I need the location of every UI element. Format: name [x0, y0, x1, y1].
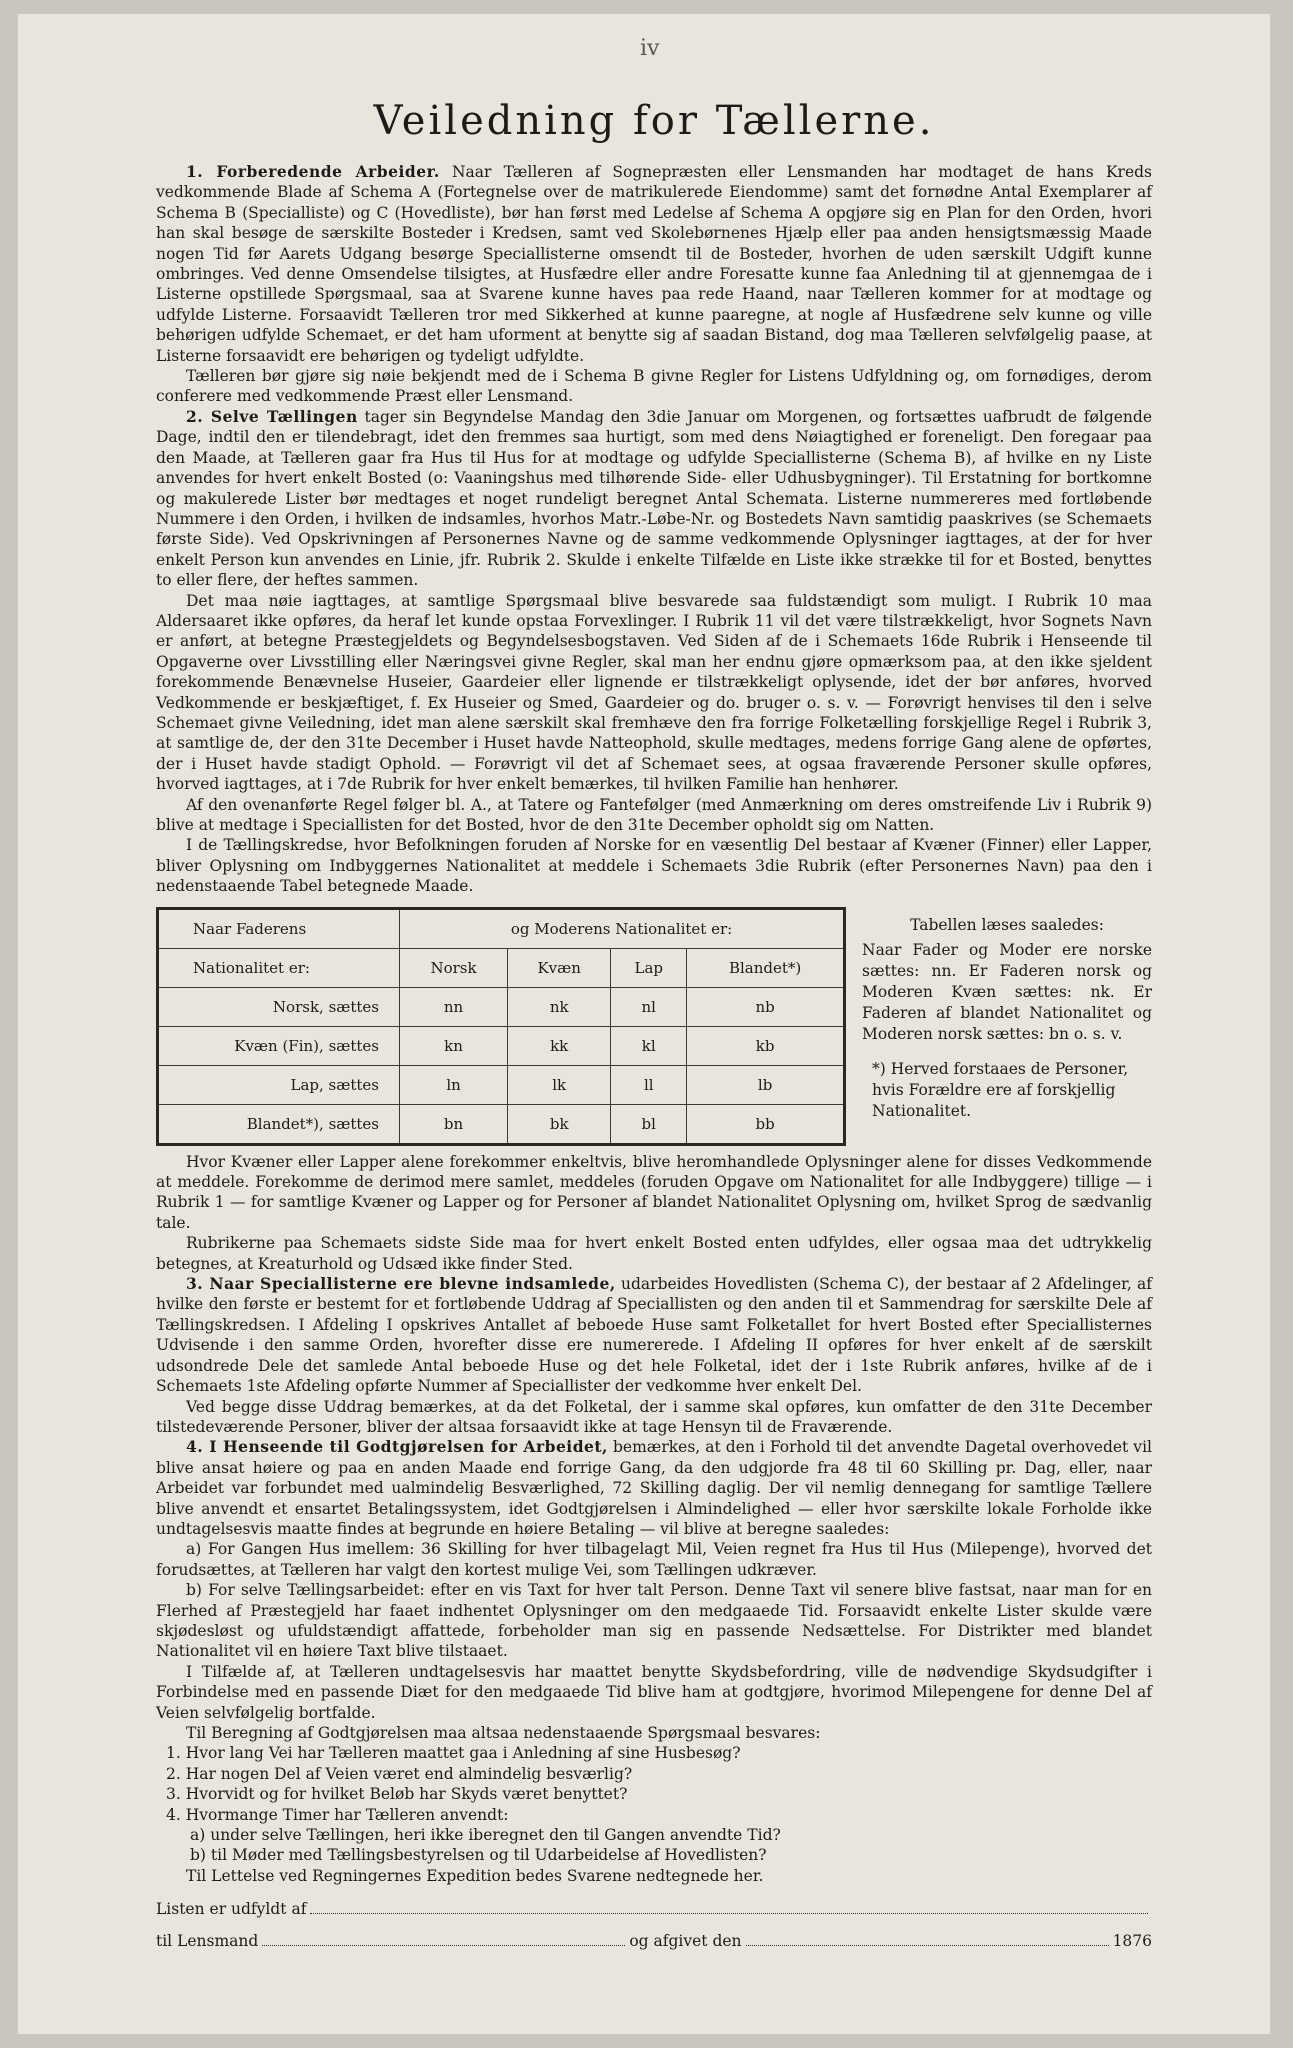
question-item: 1. Hvor lang Vei har Tælleren maattet gaa i Anledning af sine Husbesøg?: [166, 1744, 741, 1763]
section-3-paragraph-2: Ved begge disse Uddrag bemærkes, at da det Folketal, der i samme skal opføres, kun omfatter de den 31te December tilstedeværende Personer, bliver der altsaa forsaavidt ikke at tage Hensyn til de Fraværende.: [156, 1397, 1152, 1436]
section-4: [156, 1437, 1152, 1539]
section-3: [156, 1274, 1152, 1396]
table-cell: nb: [687, 987, 845, 1026]
question-item: 3. Hvorvidt og for hvilket Beløb har Skyds været benyttet?: [166, 1785, 628, 1804]
signature-line-1: [156, 1900, 1152, 1918]
table-cell: lb: [687, 1065, 845, 1104]
table-cell: bk: [508, 1104, 611, 1144]
section-3-text: udarbeides Hovedlisten (Schema C), der bestaar af 2 Afdelinger, af hvilke den første er bestemt for et fortløbende Uddrag af Speciallisten og den anden til et Sammendrag for særskilte Dele af Tællingskredsen. I Afdeling I opskrives Antallet af beboede Huse samt Folketallet for hvert Bosted efter Speciallisternes Udvisende i den samme Orden, hvorefter disse ere numererede. I Afdeling II opføres for hver enkelt af de særskilt udsondrede Dele det samlede Antal beboede Huse og det hele Folketal, idet der i 1ste Rubrik anføres, hvilke af de i Schemaets 1ste Afdeling opførte Nummer af Speciallister der vedkomme hver enkelt Del.: [156, 1275, 1152, 1396]
table-cell: nn: [400, 987, 508, 1026]
section-2-paragraph-2: Det maa nøie iagttages, at samtlige Spørgsmaal blive besvarede saa fuldstændigt som muligt. I Rubrik 10 maa Aldersaaret ikke opføres, da heraf let kunde opstaa Forvexlinger. I Rubrik 11 vil det være tilstrækkeligt, hvor Sognets Navn er anført, at betegne Præstegjeldets og Begyndelsesbogstaven. Ved Siden af de i Schemaets 16de Rubrik i Henseende til Opgaverne over Livsstilling eller Næringsvei givne Regler, skal man her endnu gjøre opmærksom paa, at den ikke sjeldent forekommende Benævnelse Huseier, Gaardeier eller lignende er tilstrækkeligt oplysende, idet der bør anføres, hvorved Vedkommende er beskjæftiget, f. Ex Huseier og Smed, Gaardeier og do. bruger o. s. v. — Forøvrigt henvises til den i selve Schemaet givne Veiledning, idet man alene særskilt skal fremhæve den fra forrige Folketælling forskjellige Regel i Rubrik 3, at samtlige de, der den 31te December i Huset havde Natteophold, skulle medtages, medens forrige Gang alene de opførtes, der i Huset havde stadigt Ophold. — Forøvrigt vil det af Schemaet sees, at ogsaa fraværende Personer skulle opføres, hvorved iagttages, at i 7de Rubrik for hver enkelt bemærkes, til hvilken Familie han henhører.: [156, 591, 1152, 794]
section-1-paragraph-2: Tælleren bør gjøre sig nøie bekjendt med de i Schema B givne Regler for Listens Udfyldning og, om fornødiges, derom conferere med vedkommende Præst eller Lensmand.: [156, 367, 1152, 406]
section-4-item-a: a) For Gangen Hus imellem: 36 Skilling for hver tilbagelagt Mil, Veien regnet fra Hus til Hus (Milepenge), hvorved det forudsættes, at Tælleren har valgt den kortest mulige Vei, som Tællingen udkræver.: [156, 1540, 1152, 1579]
section-2-text: tager sin Begyndelse Mandag den 3die Januar om Morgenen, og fortsættes uafbrudt de følgende Dage, indtil den er tilendebragt, idet den fremmes saa hurtigt, som med dens Nøiagtighed er foreneligt. Den foregaar paa den Maade, at Tælleren gaar fra Hus til Hus for at modtage og udfylde Speciallisterne (Schema B), af hvilke en ny Liste anvendes for hvert enkelt Bosted (o: Vaaningshus med tilhørende Side- eller Udhusbygninger). Til Erstatning for bortkomne og makulerede Lister bør medtages et noget rundeligt beregnet Antal Schemata. Listerne nummereres med fortløbende Nummere i den Orden, i hvilken de indsamles, hvorhos Matr.-Løbe-Nr. og Bostedets Navn samtidig paaskrives (se Schemaets første Side). Ved Opskrivningen af Personernes Navne og de samme vedkommende Oplysninger iagttages, at der for hver enkelt Person kun anvendes en Linie, jfr. Rubrik 2. Skulde i enkelte Tilfælde en Liste ikke strække til for et Bosted, benyttes to eller flere, der heftes sammen.: [156, 407, 1152, 590]
section-3-heading: 3. Naar Speciallisterne ere blevne indsamlede,: [186, 1274, 616, 1294]
page-title: Veiledning for Tællerne.: [373, 98, 935, 144]
closing-note: Til Lettelse ved Regningernes Expedition bedes Svarene nedtegnede her.: [186, 1866, 764, 1885]
table-cell: kl: [611, 1026, 687, 1065]
table-cell: bl: [611, 1104, 687, 1144]
section-2-paragraph-4: I de Tællingskredse, hvor Befolkningen foruden af Norske for en væsentlig Del bestaar af Kvæner (Finner) eller Lapper, bliver Oplysning om Indbyggernes Nationalitet at meddele i Schemaets 3die Rubrik (efter Personernes Navn) paa den i nedenstaaende Tabel betegnede Maade.: [156, 836, 1152, 896]
section-2: [156, 407, 1152, 591]
col-header: Norsk: [400, 948, 508, 987]
signature-line-2: [156, 1932, 1152, 1950]
table-cell: lk: [508, 1065, 611, 1104]
question-list: [156, 1743, 1152, 1865]
table-cell: nk: [508, 987, 611, 1026]
table-cell: kk: [508, 1026, 611, 1065]
row-label: Blandet*), sættes: [158, 1104, 400, 1144]
section-4-heading: 4. I Henseende til Godtgjørelsen for Arbeidet,: [186, 1437, 608, 1457]
question-item: b) til Møder med Tællingsbestyrelsen og til Udarbeidelse af Hovedlisten?: [190, 1846, 767, 1865]
section-2-paragraph-3: Af den ovenanførte Regel følger bl. A., at Tatere og Fantefølger (med Anmærkning om deres omstreifende Liv i Rubrik 9) blive at medtage i Speciallisten for det Bosted, hvor de den 31te December opholdt sig om Natten.: [156, 795, 1152, 834]
explanation-footnote: *) Herved forstaaes de Personer, hvis Forældre ere af forskjellig Nationalitet.: [872, 1059, 1129, 1120]
col-header: Blandet*): [687, 948, 845, 987]
date-label: og afgivet den: [629, 1932, 742, 1951]
section-4-paragraph-2: I Tilfælde af, at Tælleren undtagelsesvis har maattet benytte Skydsbefordring, ville de nødvendige Skydsudgifter i Forbindelse med en passende Diæt for den medgaaede Tid blive ham at godtgjøre, hvorimod Milepengene for denne Del af Veien selvfølgelig bortfalde.: [156, 1662, 1152, 1722]
section-2-paragraph-5: Hvor Kvæner eller Lapper alene forekommer enkeltvis, blive heromhandlede Oplysninger alene for disses Vedkommende at meddele. Forekomme de derimod mere samlet, meddeles (foruden Opgave om Nationalitet for alle Indbyggere) tillige — i Rubrik 1 — for samtlige Kvæner og Lapper og for Personer af blandet Nationalitet Oplysning om, hvilket Sprog de sædvanlig tale.: [156, 1152, 1152, 1232]
section-2-paragraph-6: Rubrikerne paa Schemaets sidste Side maa for hvert enkelt Bosted enten udfyldes, eller ogsaa maa det udtrykkelig betegnes, at Kreaturhold og Udsæd ikke finder Sted.: [156, 1234, 1152, 1273]
explanation-heading: Tabellen læses saaledes:: [910, 915, 1104, 934]
signature-label: Listen er udfyldt af: [156, 1900, 307, 1919]
date-field[interactable]: [746, 1933, 1109, 1946]
row-label: Lap, sættes: [158, 1065, 400, 1104]
table-cell: nl: [611, 987, 687, 1026]
section-1: [156, 162, 1152, 366]
table-cell: bb: [687, 1104, 845, 1144]
table-row: [158, 1065, 845, 1104]
section-4-text: bemærkes, at den i Forhold til det anvendte Dagetal overhovedet vil blive ansat høiere og paa en anden Maade end forrige Gang, da den udgjorde fra 48 til 60 Skilling pr. Dag, eller, naar Arbeidet var forbundet med ualmindelig Besværlighed, 72 Skilling daglig. Der vil nemlig dennegang for samtlige Tællere blive anvendt et ensartet Betalingssystem, idet Godtgjørelsen i Almindelighed — eller hvor særskilte lokale Forholde ikke undtagelsesvis maatte findes at begrunde en høiere Betaling — vil blive at beregne saaledes:: [156, 1438, 1152, 1538]
question-item: 4. Hvormange Timer har Tælleren anvendt:: [166, 1805, 509, 1824]
section-1-heading: 1. Forberedende Arbeider.: [186, 162, 440, 181]
table-col-row: [158, 948, 845, 987]
year-label: 1876: [1112, 1932, 1153, 1951]
signature-field[interactable]: [310, 1901, 1148, 1914]
nationality-block: [156, 907, 1152, 1146]
table-row: [158, 1026, 845, 1065]
mother-header: og Moderens Nationalitet er:: [400, 908, 845, 948]
row-label: Kvæn (Fin), sættes: [158, 1026, 400, 1065]
section-4-paragraph-3: Til Beregning af Godtgjørelsen maa altsaa nedenstaaende Spørgsmaal besvares:: [186, 1724, 821, 1742]
father-header: Naar Faderens: [158, 908, 400, 948]
table-header-row: [158, 908, 845, 948]
question-item: a) under selve Tællingen, heri ikke iberegnet den til Gangen anvendte Tid?: [190, 1826, 781, 1845]
table-cell: bn: [400, 1104, 508, 1144]
table-row: [158, 987, 845, 1026]
document-page: [18, 14, 1270, 2034]
table-cell: ln: [400, 1065, 508, 1104]
father-header-2: Nationalitet er:: [158, 948, 400, 987]
explanation-text: Naar Fader og Moder ere norske sættes: nn. Er Faderen norsk og Moderen Kvæn sættes: nk. Er Faderen af blandet Nationalitet og Moderen norsk sættes: bn o. s. v.: [862, 940, 1152, 1043]
table-row: [158, 1104, 845, 1144]
nationality-table: [156, 907, 846, 1146]
table-cell: kb: [687, 1026, 845, 1065]
page-mark: ⅳ: [640, 36, 660, 61]
table-explanation: [846, 907, 1152, 1122]
row-label: Norsk, sættes: [158, 987, 400, 1026]
section-4-item-b: b) For selve Tællingsarbeidet: efter en vis Taxt for hver talt Person. Denne Taxt vil senere blive fastsat, naar man for en Flerhed af Præstegjeld har faaet indhentet Oplysninger om den medgaaede Tid. Forsaavidt enkelte Lister skulde være skjødesløst og ufuldstændigt affattede, forbeholder man sig en passende Nedsættelse. For Distrikter med blandet Nationalitet vil en høiere Taxt blive tilstaaet.: [156, 1581, 1152, 1661]
section-1-text: Naar Tælleren af Sognepræsten eller Lensmanden har modtaget de hans Kreds vedkommende Blade af Schema A (Fortegnelse over de matrikulerede Eiendomme) samt det fornødne Antal Exemplarer af Schema B (Specialliste) og C (Hovedliste), bør han først med Ledelse af Schema A opgjøre sig en Plan for den Orden, hvori han skal besøge de særskilte Bosteder i Kredsen, samt ved Skolebørnenes Hjælp eller paa anden hensigtsmæssig Maade nogen Tid før Aarets Udgang besørge Speciallisterne omsendt til de Bosteder, hvorhen de uden særskilt Udgift kunne ombringes. Ved denne Omsendelse tilsigtes, at Husfædre eller andre Foresatte kunne faa Anledning til at gjennemgaa de i Listerne opstillede Spørgsmaal, saa at Svarene kunne haves paa rede Haand, naar Tælleren kommer for at modtage og udfylde Listerne. Forsaavidt Tælleren tror med Sikkerhed at kunne paaregne, at nogle af Husfædrene selv kunne og ville behørigen udfylde Schemaet, er det ham uforment at benytte sig af saadan Bistand, dog maa Tælleren selvfølgelig paase, at Listerne forsaavidt ere behørigen og tydeligt udfyldte.: [156, 163, 1152, 365]
question-item: 2. Har nogen Del af Veien været end almindelig besværlig?: [166, 1764, 633, 1783]
lensmand-field[interactable]: [262, 1933, 625, 1946]
table-cell: kn: [400, 1026, 508, 1065]
section-2-heading: 2. Selve Tællingen: [186, 406, 358, 426]
col-header: Lap: [611, 948, 687, 987]
table-cell: ll: [611, 1065, 687, 1104]
lensmand-label: til Lensmand: [156, 1932, 259, 1951]
col-header: Kvæn: [508, 948, 611, 987]
